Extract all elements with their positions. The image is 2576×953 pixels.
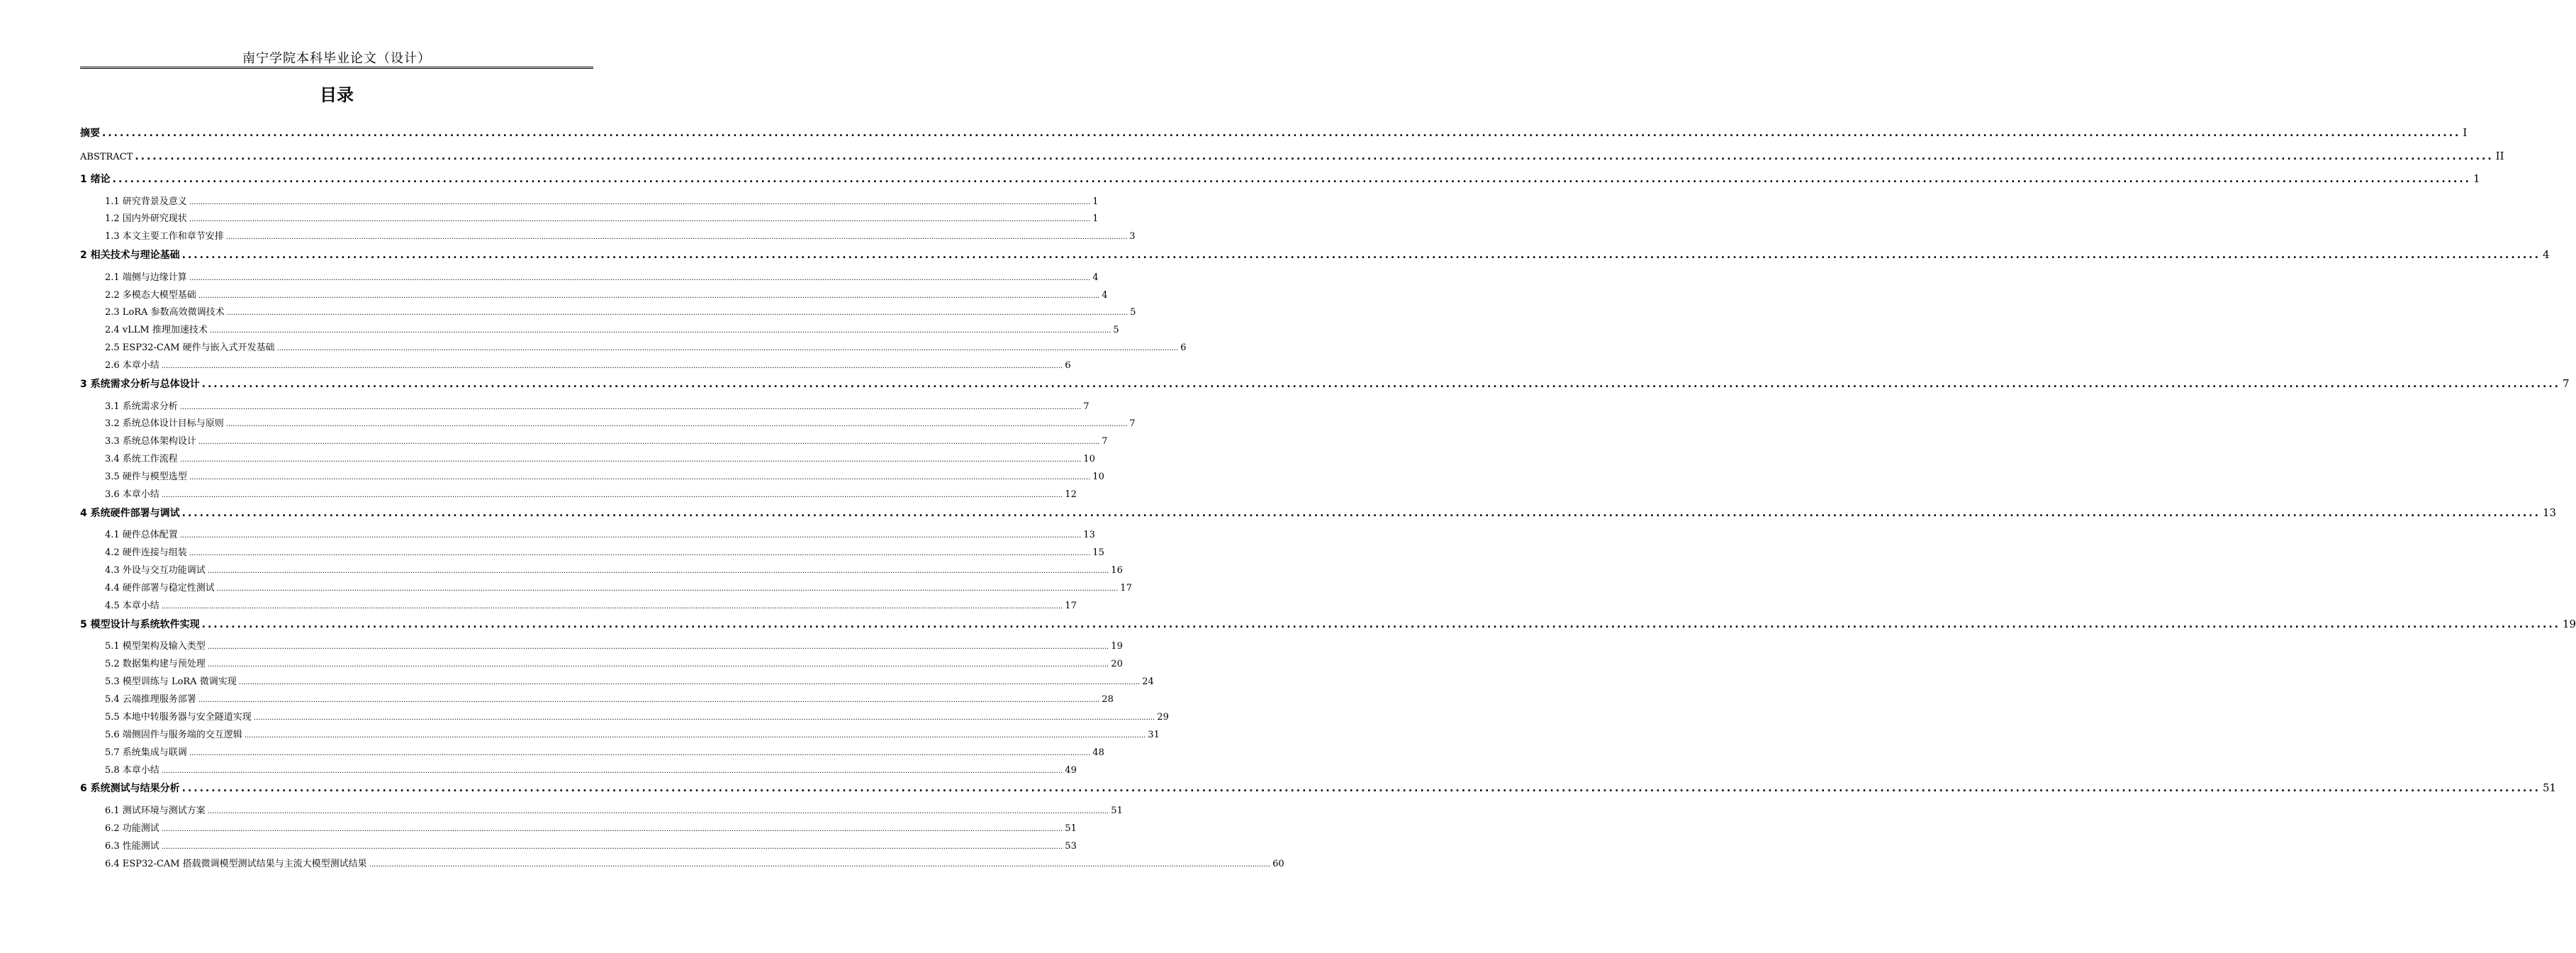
toc-entry-page-number: 51	[1065, 823, 1077, 834]
toc-entry-label: 5.3 模型训练与 LoRA 微调实现	[105, 676, 237, 688]
toc-section-entry[interactable]	[80, 658, 1123, 676]
dot-leader: ................................................................................................................................................................................................................................................................................................................................................................................................................	[238, 679, 1141, 687]
toc-entry-page-number: 17	[1120, 583, 1132, 594]
toc-section-entry[interactable]	[80, 582, 1132, 600]
toc-section-entry[interactable]	[80, 342, 1187, 360]
toc-chapter-entry[interactable]	[80, 781, 2557, 805]
toc-entry-label: 5.6 端侧固件与服务端的交互逻辑	[105, 729, 242, 740]
dot-leader: ................................................................................................................................................................................................................................................................................................................................................................................................................	[276, 345, 1179, 353]
toc-entry-label: 6.4 ESP32-CAM 搭载微调模型测试结果与主流大模型测试结果	[105, 858, 367, 869]
toc-section-entry[interactable]	[80, 435, 1108, 453]
toc-entry-page-number: 1	[1092, 213, 1099, 225]
dot-leader: ................................................................................................................................................................................................................................................................................................................................................................................................................	[112, 174, 2471, 185]
toc-entry-label: 1 绪论	[80, 174, 111, 185]
toc-section-entry[interactable]	[80, 196, 1099, 213]
toc-chapter-entry[interactable]	[80, 617, 2576, 641]
toc-chapter-entry[interactable]	[80, 506, 2557, 530]
toc-section-entry[interactable]	[80, 230, 1136, 248]
dot-leader: ................................................................................................................................................................................................................................................................................................................................................................................................................	[198, 696, 1100, 704]
toc-section-entry[interactable]	[80, 840, 1077, 858]
toc-entry-page-number: 10	[1083, 454, 1095, 465]
dot-leader: ................................................................................................................................................................................................................................................................................................................................................................................................................	[201, 618, 2560, 630]
dot-leader: ................................................................................................................................................................................................................................................................................................................................................................................................................	[209, 327, 1111, 335]
toc-entry-label: 2.4 vLLM 推理加速技术	[105, 325, 208, 336]
toc-entry-page-number: 16	[1111, 565, 1123, 576]
toc-chapter-entry[interactable]	[80, 172, 2480, 196]
dot-leader: ................................................................................................................................................................................................................................................................................................................................................................................................................	[201, 379, 2560, 391]
dot-leader: ................................................................................................................................................................................................................................................................................................................................................................................................................	[181, 783, 2541, 795]
toc-entry-label: 4.2 硬件连接与组装	[105, 547, 187, 559]
dot-leader: ................................................................................................................................................................................................................................................................................................................................................................................................................	[181, 507, 2541, 519]
dot-leader: ................................................................................................................................................................................................................................................................................................................................................................................................................	[161, 602, 1063, 611]
header-rule-thin	[80, 68, 593, 69]
dot-leader: ................................................................................................................................................................................................................................................................................................................................................................................................................	[179, 456, 1082, 464]
toc-entry-page-number: 19	[1111, 641, 1123, 652]
toc-section-entry[interactable]	[80, 360, 1071, 377]
dot-leader: ................................................................................................................................................................................................................................................................................................................................................................................................................	[225, 233, 1128, 242]
toc-entry-page-number: 3	[1129, 231, 1136, 243]
toc-entry-page-number: 1	[1092, 196, 1099, 207]
dot-leader: ................................................................................................................................................................................................................................................................................................................................................................................................................	[207, 567, 1109, 576]
dot-leader: ................................................................................................................................................................................................................................................................................................................................................................................................................	[244, 731, 1146, 740]
toc-entry-label: 2.5 ESP32-CAM 硬件与嵌入式开发基础	[105, 342, 275, 354]
dot-leader: ................................................................................................................................................................................................................................................................................................................................................................................................................	[161, 842, 1063, 851]
toc-section-entry[interactable]	[80, 401, 1090, 418]
toc-entry-label: 4.5 本章小结	[105, 600, 159, 611]
toc-entry-label: 1.3 本文主要工作和章节安排	[105, 231, 224, 243]
toc-chapter-entry[interactable]	[80, 126, 2468, 150]
toc-section-entry[interactable]	[80, 453, 1095, 471]
toc-entry-page-number: 4	[2542, 248, 2550, 262]
dot-leader: ................................................................................................................................................................................................................................................................................................................................................................................................................	[161, 767, 1063, 775]
dot-leader: ................................................................................................................................................................................................................................................................................................................................................................................................................	[225, 420, 1128, 429]
toc-entry-label: 2.3 LoRA 参数高效微调技术	[105, 307, 225, 318]
dot-leader: ................................................................................................................................................................................................................................................................................................................................................................................................................	[198, 291, 1100, 300]
running-header-title: 南宁学院本科毕业论文（设计）	[242, 51, 431, 66]
toc-entry-page-number: 19	[2562, 617, 2576, 630]
table-of-contents	[80, 126, 2576, 876]
toc-section-entry[interactable]	[80, 729, 1160, 747]
toc-entry-label: 4.1 硬件总体配置	[105, 530, 178, 541]
toc-entry-page-number: 12	[1065, 489, 1077, 500]
toc-entry-label: 2.2 多模态大模型基础	[105, 289, 196, 301]
toc-section-entry[interactable]	[80, 764, 1077, 782]
toc-entry-label: 6.3 性能测试	[105, 840, 159, 852]
toc-entry-page-number: 53	[1065, 840, 1077, 852]
dot-leader: ................................................................................................................................................................................................................................................................................................................................................................................................................	[226, 309, 1129, 318]
toc-entry-label: 4.4 硬件部署与稳定性测试	[105, 583, 215, 594]
toc-entry-label: 5.4 云端推理服务部署	[105, 693, 196, 705]
dot-leader: ................................................................................................................................................................................................................................................................................................................................................................................................................	[198, 438, 1100, 447]
toc-entry-page-number: 7	[1129, 418, 1136, 430]
toc-entry-label: 5.2 数据集构建与预处理	[105, 659, 206, 670]
toc-entry-label: ABSTRACT	[80, 151, 133, 162]
dot-leader: ................................................................................................................................................................................................................................................................................................................................................................................................................	[189, 550, 1091, 558]
toc-entry-label: 1.1 研究背景及意义	[105, 196, 187, 207]
dot-leader: ................................................................................................................................................................................................................................................................................................................................................................................................................	[179, 532, 1082, 540]
toc-entry-page-number: 29	[1157, 711, 1169, 723]
toc-section-entry[interactable]	[80, 306, 1136, 324]
dot-leader: ................................................................................................................................................................................................................................................................................................................................................................................................................	[102, 128, 2461, 139]
toc-entry-label: 3.1 系统需求分析	[105, 401, 178, 412]
toc-entry-label: 2.6 本章小结	[105, 360, 159, 372]
toc-entry-page-number: 7	[1102, 436, 1108, 447]
toc-entry-page-number: 10	[1092, 472, 1104, 483]
dot-leader: ................................................................................................................................................................................................................................................................................................................................................................................................................	[179, 403, 1082, 411]
toc-section-entry[interactable]	[80, 471, 1104, 489]
toc-entry-page-number: 48	[1092, 747, 1104, 758]
toc-entry-page-number: 49	[1065, 764, 1077, 776]
toc-entry-label: 5.1 模型架构及输入类型	[105, 641, 206, 652]
toc-entry-page-number: 1	[2473, 172, 2480, 185]
toc-section-entry[interactable]	[80, 489, 1077, 506]
dot-leader: ................................................................................................................................................................................................................................................................................................................................................................................................................	[207, 807, 1109, 815]
dot-leader: ................................................................................................................................................................................................................................................................................................................................................................................................................	[189, 274, 1091, 282]
toc-entry-label: 2.1 端侧与边缘计算	[105, 272, 187, 283]
toc-entry-page-number: 28	[1102, 693, 1114, 705]
toc-section-entry[interactable]	[80, 547, 1104, 564]
dot-leader: ................................................................................................................................................................................................................................................................................................................................................................................................................	[253, 713, 1155, 722]
toc-section-entry[interactable]	[80, 693, 1114, 711]
toc-entry-page-number: 4	[1102, 289, 1108, 301]
dot-leader: ................................................................................................................................................................................................................................................................................................................................................................................................................	[161, 362, 1063, 371]
dot-leader: ................................................................................................................................................................................................................................................................................................................................................................................................................	[189, 216, 1091, 224]
toc-entry-label: 3.3 系统总体架构设计	[105, 436, 196, 447]
toc-entry-page-number: II	[2495, 149, 2504, 162]
toc-entry-page-number: 20	[1111, 659, 1123, 670]
toc-entry-label: 5.7 系统集成与联调	[105, 747, 187, 758]
toc-section-entry[interactable]	[80, 564, 1123, 582]
toc-entry-page-number: 13	[1083, 530, 1095, 541]
toc-entry-page-number: 5	[1130, 307, 1136, 318]
dot-leader: ................................................................................................................................................................................................................................................................................................................................................................................................................	[161, 491, 1063, 499]
dot-leader: ................................................................................................................................................................................................................................................................................................................................................................................................................	[161, 825, 1063, 833]
toc-entry-label: 4.3 外设与交互功能调试	[105, 565, 206, 576]
toc-chapter-entry[interactable]	[80, 377, 2570, 401]
toc-entry-page-number: 17	[1065, 600, 1077, 611]
toc-entry-label: 3 系统需求分析与总体设计	[80, 379, 200, 391]
toc-entry-label: 6 系统测试与结果分析	[80, 783, 180, 795]
toc-entry-label: 2 相关技术与理论基础	[80, 250, 180, 262]
toc-entry-label: 1.2 国内外研究现状	[105, 213, 187, 225]
toc-section-entry[interactable]	[80, 324, 1119, 342]
toc-entry-page-number: 15	[1092, 547, 1104, 559]
toc-entry-label: 摘要	[80, 128, 100, 139]
toc-chapter-entry[interactable]	[80, 149, 2504, 173]
toc-section-entry[interactable]	[80, 858, 1284, 876]
toc-section-entry[interactable]	[80, 600, 1077, 618]
dot-leader: ................................................................................................................................................................................................................................................................................................................................................................................................................	[189, 198, 1091, 206]
toc-section-entry[interactable]	[80, 289, 1108, 307]
toc-section-entry[interactable]	[80, 823, 1077, 840]
toc-entry-label: 3.4 系统工作流程	[105, 454, 178, 465]
toc-entry-label: 3.5 硬件与模型选型	[105, 472, 187, 483]
toc-entry-label: 5.8 本章小结	[105, 764, 159, 776]
dot-leader: ................................................................................................................................................................................................................................................................................................................................................................................................................	[189, 749, 1091, 757]
toc-entry-page-number: I	[2463, 126, 2468, 139]
toc-section-entry[interactable]	[80, 805, 1123, 823]
toc-entry-page-number: 7	[2562, 377, 2570, 391]
toc-entry-page-number: 4	[1092, 272, 1099, 283]
toc-section-entry[interactable]	[80, 529, 1095, 547]
toc-entry-page-number: 51	[1111, 805, 1123, 816]
toc-section-entry[interactable]	[80, 640, 1123, 658]
toc-chapter-entry[interactable]	[80, 248, 2550, 272]
toc-entry-label: 3.6 本章小结	[105, 489, 159, 500]
dot-leader: ................................................................................................................................................................................................................................................................................................................................................................................................................	[216, 585, 1119, 593]
toc-entry-page-number: 7	[1083, 401, 1090, 412]
dot-leader: ................................................................................................................................................................................................................................................................................................................................................................................................................	[369, 860, 1271, 869]
toc-section-entry[interactable]	[80, 213, 1099, 230]
toc-entry-label: 3.2 系统总体设计目标与原则	[105, 418, 224, 430]
toc-entry-page-number: 24	[1142, 676, 1154, 688]
toc-entry-page-number: 51	[2542, 781, 2557, 795]
dot-leader: ................................................................................................................................................................................................................................................................................................................................................................................................................	[135, 150, 2494, 162]
toc-entry-page-number: 60	[1272, 858, 1284, 869]
toc-entry-label: 6.1 测试环境与测试方案	[105, 805, 206, 816]
dot-leader: ................................................................................................................................................................................................................................................................................................................................................................................................................	[207, 643, 1109, 652]
toc-entry-page-number: 6	[1180, 342, 1187, 354]
toc-section-entry[interactable]	[80, 676, 1154, 693]
toc-section-entry[interactable]	[80, 747, 1104, 764]
toc-entry-page-number: 13	[2542, 506, 2557, 519]
toc-entry-label: 5.5 本地中转服务器与安全隧道实现	[105, 711, 252, 723]
toc-title: 目录	[320, 85, 354, 105]
toc-entry-page-number: 31	[1148, 729, 1160, 740]
toc-entry-label: 5 模型设计与系统软件实现	[80, 618, 200, 630]
toc-entry-label: 6.2 功能测试	[105, 823, 159, 834]
toc-section-entry[interactable]	[80, 272, 1099, 289]
dot-leader: ................................................................................................................................................................................................................................................................................................................................................................................................................	[207, 661, 1109, 669]
toc-entry-page-number: 6	[1065, 360, 1071, 372]
toc-section-entry[interactable]	[80, 418, 1136, 435]
dot-leader: ................................................................................................................................................................................................................................................................................................................................................................................................................	[189, 474, 1091, 482]
toc-entry-page-number: 5	[1113, 325, 1119, 336]
toc-section-entry[interactable]	[80, 711, 1169, 729]
toc-entry-label: 4 系统硬件部署与调试	[80, 507, 180, 519]
dot-leader: ................................................................................................................................................................................................................................................................................................................................................................................................................	[181, 250, 2541, 262]
